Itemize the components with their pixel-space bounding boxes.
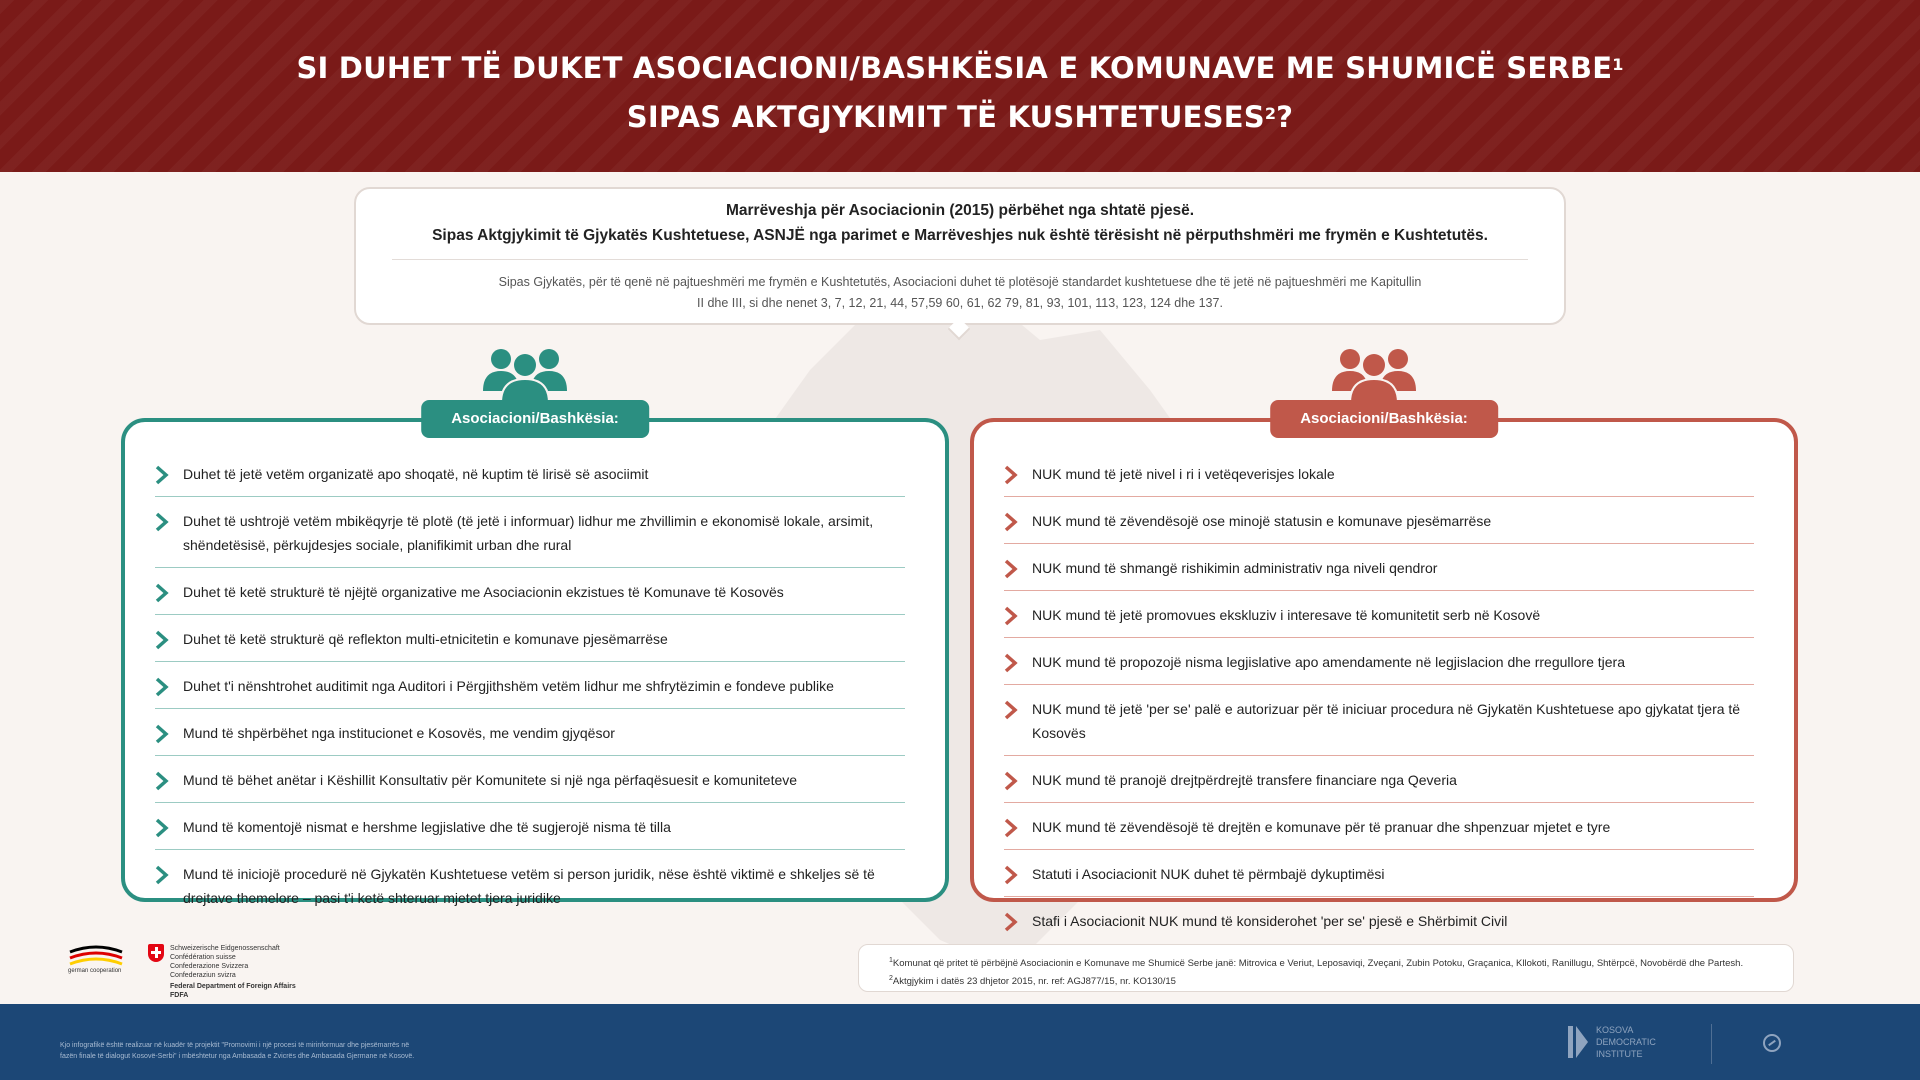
footer-disclaimer: Kjo infografikë është realizuar në kuadër të projektit "Promovimi i një procesi të mirinformuar dhe pjesëmarrës në fazën finale të dialogut Kosovë-Serbi" i mbështetur nga Ambasada e Zvicrës dhe Ambasada Gjermane në Kosovë. — [60, 1042, 415, 1060]
allowed-panel — [121, 410, 949, 906]
kdi-name: KOSOVA DEMOCRATIC INSTITUTE — [1596, 1025, 1656, 1059]
list-item — [1004, 497, 1754, 544]
list-item-text: NUK mund të propozojë nisma legjislative apo amendamente në legjislacion dhe rregullore tjera — [1032, 654, 1625, 670]
list-item-text: NUK mund të shmangë rishikimin administrativ nga niveli qendror — [1032, 560, 1438, 576]
footnotes-box — [858, 944, 1794, 992]
chevron-right-icon — [155, 771, 169, 791]
list-item — [1004, 756, 1754, 803]
chevron-right-icon — [1004, 512, 1018, 532]
list-item — [155, 709, 905, 756]
list-item — [1004, 685, 1754, 756]
title-line-2: SIPAS AKTGJYKIMIT TË KUSHTETUESES — [626, 100, 1265, 134]
list-item — [1004, 544, 1754, 591]
chevron-right-icon — [1004, 818, 1018, 838]
footnote-1: $^1$Komunat që pritet të përbëjnë Asociacionin e Komunave me Shumicë Serbe janë: Mitrovica e Veriut, Leposaviqi, Zveçani, Zubin Potoku, Graçanica, Kllokoti, Ranillugu, Shtërpcë, Novobërdë dhe Partesh. — [889, 957, 1744, 970]
chevron-right-icon — [155, 865, 169, 885]
chevron-right-icon — [1004, 559, 1018, 579]
list-item-text: NUK mund të zëvendësojë ose minojë statusin e komunave pjesëmarrëse — [1032, 513, 1492, 529]
page-title — [0, 44, 1920, 142]
chevron-right-icon — [1004, 465, 1018, 485]
chevron-right-icon — [1004, 700, 1018, 720]
footnote-ref-2: 2 — [1264, 104, 1277, 123]
list-item — [155, 450, 905, 497]
not-allowed-panel — [970, 410, 1798, 929]
header-banner — [0, 0, 1920, 172]
chevron-right-icon — [155, 583, 169, 603]
swiss-line: Schweizerische Eidgenossenschaft — [170, 945, 280, 952]
swiss-cross-icon — [148, 944, 164, 962]
list-item — [155, 756, 905, 803]
intro-line-1: Marrëveshja për Asociacionin (2015) përbëhet nga shtatë pjesë. — [725, 202, 1195, 219]
title-line-1: SI DUHET TË DUKET ASOCIACIONI/BASHKËSIA E KOMUNAVE ME SHUMICË SERBE — [296, 51, 1613, 85]
intro-box — [354, 187, 1566, 325]
list-item-text: Mund të iniciojë procedurë në Gjykatën Kushtetuese vetëm si person juridik, nëse është viktimë e shkeljes së të drejtave themelore – pasi t'i ketë shteruar mjetet tjera juridike — [183, 866, 875, 906]
people-group-icon — [479, 345, 571, 403]
list-item — [155, 568, 905, 615]
chevron-right-icon — [155, 818, 169, 838]
swiss-fdfa-logo — [148, 944, 308, 999]
list-item-text: Duhet të ketë strukturë që reflekton multi-etnicitetin e komunave pjesëmarrëse — [183, 631, 668, 647]
german-cooperation-label: german cooperation — [68, 968, 122, 974]
allowed-list — [155, 450, 905, 920]
footer-logo-divider — [1711, 1024, 1712, 1064]
list-item-text: NUK mund të pranojë drejtpërdrejtë transfere financiare nga Qeveria — [1032, 772, 1457, 788]
people-group-icon — [1328, 345, 1420, 403]
intro-line-3: Sipas Gjykatës, për të qenë në pajtueshmëri me frymën e Kushtetutës, Asociacioni duhet të plotësojë standardet kushtetuese dhe të jetë në pajtueshmëri me Kapitullin II dhe III, si dhe nenet 3, 7, 12, 21, 44, 57,59 60, 61, 62 79, 81, 93, 101, 113, 123, 124 dhe 137. — [498, 275, 1422, 310]
partner-circle-logo-icon — [1763, 1034, 1781, 1052]
chevron-right-icon — [155, 724, 169, 744]
list-item — [155, 615, 905, 662]
chevron-right-icon — [155, 465, 169, 485]
swiss-names — [170, 944, 280, 980]
list-item-text: Duhet t'i nënshtrohet auditimit nga Auditori i Përgjithshëm vetëm lidhur me shfrytëzimin e fondeve publike — [183, 678, 834, 694]
list-item-text: Stafi i Asociacionit NUK mund të konsiderohet 'per se' pjesë e Shërbimit Civil — [1032, 913, 1508, 929]
kdi-logo-bar-icon — [1568, 1026, 1573, 1058]
list-item-text: Mund të bëhet anëtar i Këshillit Konsultativ për Komunitete si një nga përfaqësuesit e komuniteteve — [183, 772, 798, 788]
footnote-ref-1: 1 — [1612, 55, 1624, 74]
not-allowed-panel-badge: Asociacioni/Bashkësia: — [1270, 400, 1498, 438]
list-item-text: Mund të shpërbëhet nga institucionet e Kosovës, me vendim gjyqësor — [183, 725, 615, 741]
list-item — [155, 850, 905, 920]
chevron-right-icon — [1004, 606, 1018, 626]
list-item — [155, 497, 905, 568]
swiss-line: Confédération suisse — [170, 954, 236, 961]
chevron-right-icon — [1004, 865, 1018, 885]
german-cooperation-logo — [68, 944, 124, 984]
chevron-right-icon — [1004, 771, 1018, 791]
list-item-text: NUK mund të jetë nivel i ri i vetëqeverisjes lokale — [1032, 466, 1335, 482]
list-item — [1004, 850, 1754, 897]
chevron-right-icon — [155, 677, 169, 697]
chevron-right-icon — [155, 512, 169, 532]
list-item — [1004, 450, 1754, 497]
chevron-right-icon — [155, 630, 169, 650]
fdfa-label: Federal Department of Foreign Affairs FDFA — [170, 983, 296, 999]
list-item-text: NUK mund të jetë promovues ekskluziv i interesave të komunitetit serb në Kosovë — [1032, 607, 1541, 623]
swiss-line: Confederaziun svizra — [170, 972, 236, 979]
chevron-right-icon — [1004, 912, 1018, 932]
list-item-text: Statuti i Asociacionit NUK duhet të përmbajë dykuptimësi — [1032, 866, 1385, 882]
list-item — [1004, 591, 1754, 638]
list-item-text: Duhet të jetë vetëm organizatë apo shoqatë, në kuptim të lirisë së asociimit — [183, 466, 649, 482]
list-item-text: NUK mund të zëvendësojë të drejtën e komunave për të pranuar dhe shpenzuar mjetet e tyre — [1032, 819, 1611, 835]
list-item — [1004, 897, 1754, 943]
intro-line-2: Sipas Aktgjykimit të Gjykatës Kushtetuese, ASNJË nga parimet e Marrëveshjes nuk është tërësisht në përputhshmëri me frymën e Kushtetutës. — [432, 227, 1488, 244]
not-allowed-list — [1004, 450, 1754, 943]
allowed-panel-badge: Asociacioni/Bashkësia: — [421, 400, 649, 438]
kdi-logo-triangle-icon — [1576, 1026, 1588, 1058]
list-item-text: NUK mund të jetë 'per se' palë e autorizuar për të iniciuar procedura në Gjykatën Kushtetuese apo gjykatat tjera të Kosovës — [1032, 701, 1741, 741]
list-item — [155, 662, 905, 709]
list-item — [155, 803, 905, 850]
list-item-text: Duhet të ketë strukturë të njëjtë organizative me Asociacionin ekzistues të Komunave të Kosovës — [183, 584, 784, 600]
list-item-text: Mund të komentojë nismat e hershme legjislative dhe të sugjerojë nisma të tilla — [183, 819, 671, 835]
list-item — [1004, 638, 1754, 685]
list-item-text: Duhet të ushtrojë vetëm mbikëqyrje të plotë (të jetë i informuar) lidhur me zhvillimin e ekonomisë lokale, arsimit, shëndetësisë, përkujdesjes sociale, planifikimit urban dhe rural — [183, 513, 874, 553]
title-question-mark: ? — [1276, 100, 1294, 134]
chevron-right-icon — [1004, 653, 1018, 673]
intro-divider — [392, 259, 1528, 260]
footnote-2: $^2$Aktgjykim i datës 23 dhjetor 2015, nr. ref: AGJ877/15, nr. KO130/15 — [889, 975, 1176, 988]
swiss-line: Confederazione Svizzera — [170, 963, 249, 970]
list-item — [1004, 803, 1754, 850]
